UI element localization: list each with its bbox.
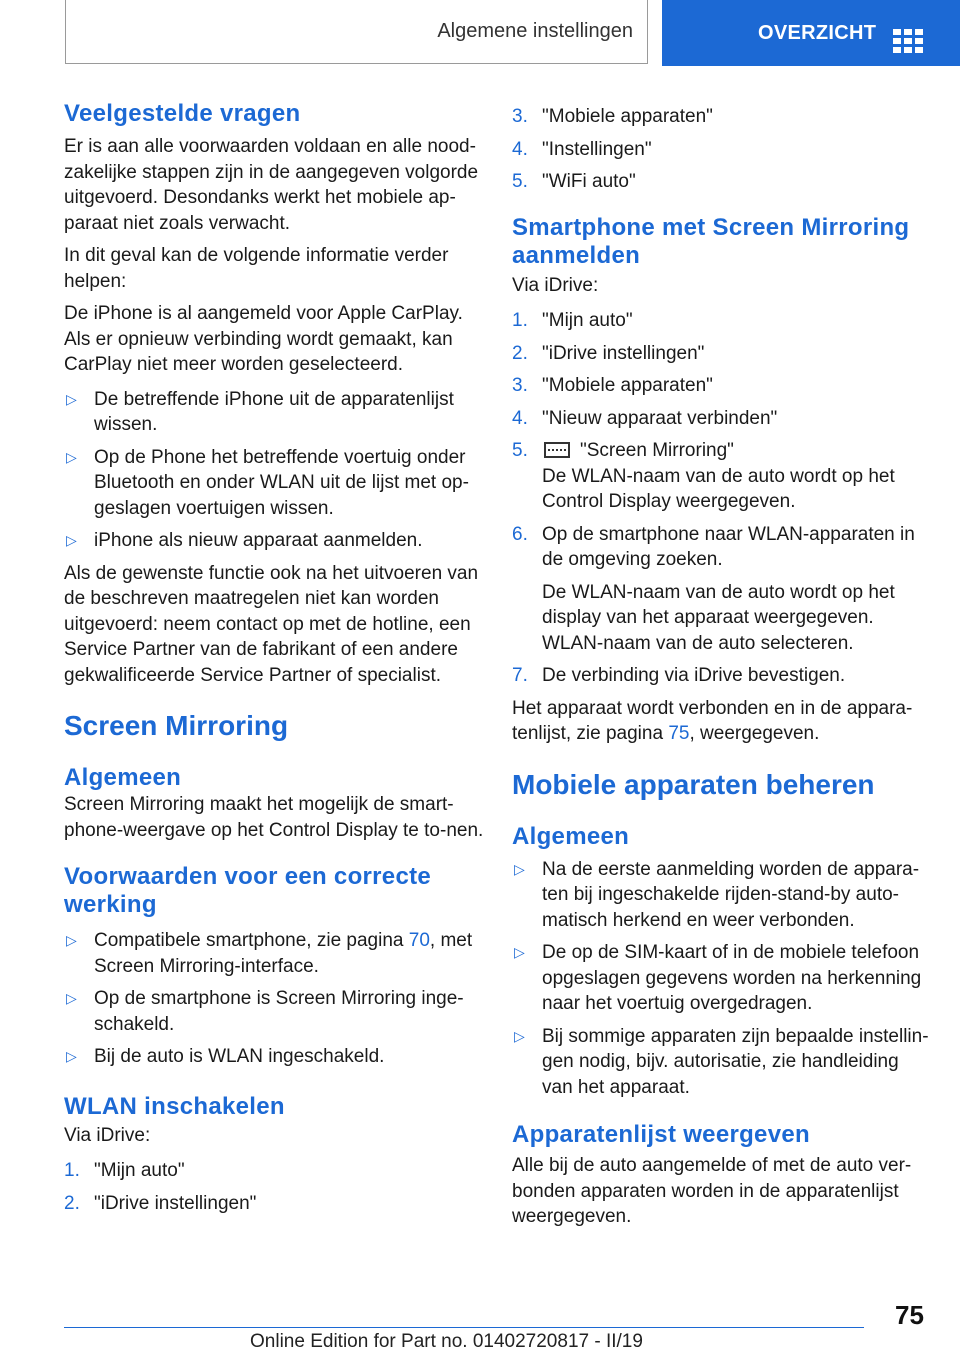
requirements-heading: Voorwaarden voor een correcte werking [64, 863, 432, 918]
faq-paragraph-3: De iPhone is al aangemeld voor Apple CarPlay. Als er opnieuw verbinding wordt gemaakt, kan CarPlay niet meer worden geselecteerd. [64, 303, 463, 375]
page-header [0, 0, 960, 66]
faq-paragraph-2: In dit geval kan de volgende informatie verder helpen: [64, 245, 449, 292]
list-item: 5. "WiFi auto" [512, 171, 636, 192]
list-item: ▷ Op de Phone het betreffende voertuig onder Bluetooth en onder WLAN uit de lijst met op-geslagen voertuigen wissen. [66, 446, 469, 519]
algemeen-heading: Algemeen [64, 764, 182, 791]
device-list-paragraph: Alle bij de auto aangemelde of met de auto ver-bonden apparaten worden in de apparatenlijst weergegeven. [512, 1155, 912, 1227]
wlan-steps [64, 1158, 484, 1216]
list-item: 2. "iDrive instellingen" [512, 342, 705, 364]
bullet-triangle-icon: ▷ [66, 532, 77, 548]
list-item: 3. "Mobiele apparaten" [512, 106, 713, 127]
left-column [64, 100, 484, 1223]
list-item: 1. "Mijn auto" [64, 1160, 185, 1181]
algemeen-paragraph: Screen Mirroring maakt het mogelijk de smart-phone-weergave op het Control Display te to-nen. [64, 794, 484, 841]
list-item: 6. Op de smartphone naar WLAN-apparaten in de omgeving zoeken. De WLAN-naam van de auto wordt op het display van het apparaat weergegeven. WLAN-naam van de auto selecteren. [512, 523, 915, 654]
footer-edition: Online Edition for Part no. 01402720817 - II/19 [250, 1331, 643, 1352]
smartphone-heading: Smartphone met Screen Mirroring aanmelden [512, 213, 910, 269]
bullet-triangle-icon: ▷ [514, 944, 525, 960]
mobile-devices-heading: Mobiele apparaten beheren [512, 768, 875, 800]
page-link-70[interactable]: 70 [408, 930, 430, 951]
page-link-75[interactable]: 75 [668, 723, 690, 744]
overview-label: OVERZICHT [758, 21, 877, 44]
mobile-algemeen-heading: Algemeen [512, 822, 630, 850]
section-title: Algemene instellingen [65, 0, 648, 64]
list-item: 4. "Nieuw apparaat verbinden" [512, 407, 778, 429]
mobile-bullet-list [512, 857, 932, 1101]
screen-mirroring-icon [544, 442, 570, 458]
step-note: De WLAN-naam van de auto wordt op het display van het apparaat weergegeven. [542, 581, 895, 628]
faq-bullet-list [64, 387, 484, 554]
faq-heading: Veelgestelde vragen [64, 100, 301, 127]
bullet-triangle-icon: ▷ [66, 390, 77, 407]
list-item: 3. "Mobiele apparaten" [512, 375, 713, 396]
wlan-steps-continued [512, 104, 932, 195]
list-item: ▷ Op de smartphone is Screen Mirroring inge-schakeld. [66, 988, 464, 1035]
list-item: 4. "Instellingen" [512, 138, 652, 160]
list-item: ▷ De betreffende iPhone uit de apparatenlijst wissen. [66, 388, 454, 435]
smartphone-result: Het apparaat wordt verbonden en in de appara-tenlijst, zie pagina 75, weergegeven. [512, 697, 913, 744]
step-note: WLAN-naam van de auto selecteren. [542, 632, 854, 654]
bullet-triangle-icon: ▷ [514, 860, 525, 877]
footer-divider [64, 1327, 864, 1328]
screen-mirroring-heading: Screen Mirroring [64, 710, 289, 741]
right-column [512, 104, 932, 1230]
list-item: ▷ Compatibele smartphone, zie pagina 70, met Screen Mirroring-interface. [66, 930, 473, 977]
smartphone-via: Via iDrive: [512, 274, 599, 296]
list-item: 2. "iDrive instellingen" [64, 1192, 257, 1214]
smartphone-steps [512, 308, 932, 689]
list-item: ▷ Bij sommige apparaten zijn bepaalde instellin-gen nodig, bijv. autorisatie, zie handleiding van het apparaat. [514, 1025, 929, 1098]
faq-paragraph-1: Er is aan alle voorwaarden voldaan en alle nood-zakelijke stappen zijn in de aangegeven volgorde uitgevoerd. Desondanks werkt het mobiele ap-paraat niet zoals verwacht. [64, 136, 479, 234]
list-item: ▷ Na de eerste aanmelding worden de appara-ten bij ingeschakelde rijden-stand-by auto-matisch herkend en weer verbonden. [514, 858, 920, 931]
requirements-list [64, 928, 484, 1070]
bullet-triangle-icon: ▷ [66, 932, 77, 948]
bullet-triangle-icon: ▷ [66, 448, 77, 465]
list-item: ▷ Bij de auto is WLAN ingeschakeld. [64, 1044, 484, 1070]
list-item: ▷ iPhone als nieuw apparaat aanmelden. [64, 528, 484, 554]
device-list-heading: Apparatenlijst weergeven [512, 1121, 810, 1148]
list-item: ▷ De op de SIM-kaart of in de mobiele telefoon opgeslagen gegevens worden na herkenning naar het voertuig overgedragen. [514, 942, 922, 1014]
bullet-triangle-icon: ▷ [66, 990, 77, 1006]
page-number: 75 [895, 1300, 924, 1330]
wlan-via: Via iDrive: [64, 1124, 151, 1146]
bullet-triangle-icon: ▷ [514, 1027, 525, 1044]
list-item: 1. "Mijn auto" [512, 310, 633, 331]
step-note: De WLAN-naam van de auto wordt op het Control Display weergegeven. [542, 465, 895, 512]
list-item: 5. "Screen Mirroring" De WLAN-naam van de auto wordt op het Control Display weergegeven. [512, 440, 895, 512]
wlan-heading: WLAN inschakelen [64, 1092, 285, 1120]
bullet-triangle-icon: ▷ [66, 1048, 77, 1064]
list-item: 7. De verbinding via iDrive bevestigen. [512, 665, 846, 686]
faq-paragraph-4: Als de gewenste functie ook na het uitvoeren van de beschreven maatregelen niet kan worden uitgevoerd: neem contact op met de hotline, een Service Partner van de fabrikant of een andere gekwalificeerde Service Partner of specialist. [64, 562, 479, 686]
grid-icon[interactable] [893, 29, 923, 55]
